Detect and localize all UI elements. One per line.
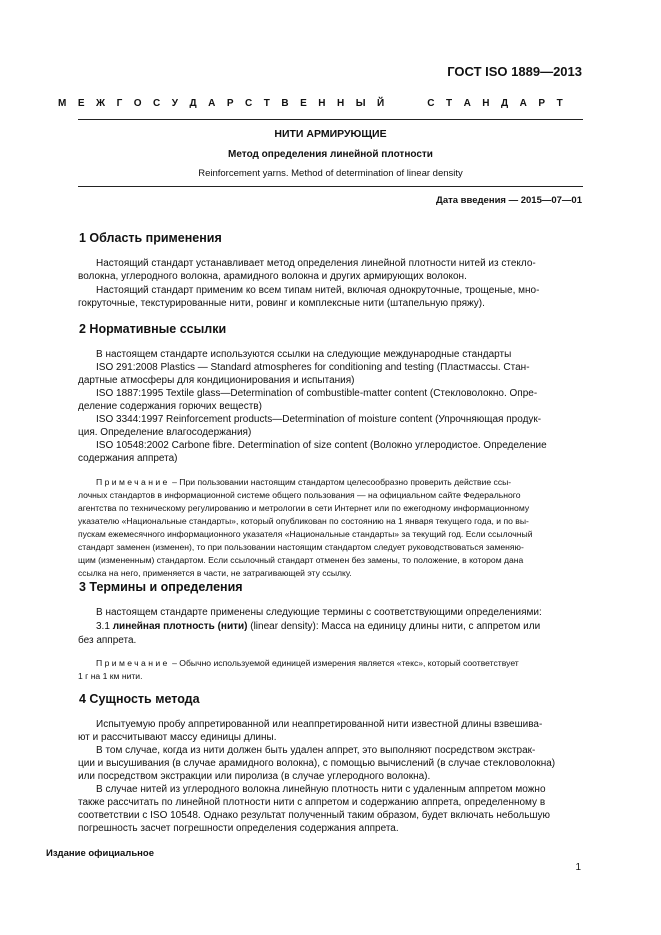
text-line: деление содержания горючих веществ) [78, 401, 262, 412]
text-line: ISO 10548:2002 Carbone fibre. Determination of size content (Волокно углеродистое. Определение [96, 440, 547, 451]
text-line: В случае нитей из углеродного волокна линейную плотность нити с удаленным аппретом можно [96, 784, 546, 795]
text-line: В том случае, когда из нити должен быть удален аппрет, это выполняют посредством экстрак- [96, 745, 536, 756]
term-definition-line [96, 620, 583, 634]
text-line: ISO 3344:1997 Reinforcement products—Determination of moisture content (Упрочняющая продук- [96, 414, 542, 425]
section-3-heading: 3 Термины и определения [79, 580, 243, 594]
section-1-heading: 1 Область применения [79, 231, 222, 245]
note-line: ссылка на него, применяется в части, не затрагивающей эту ссылку. [78, 568, 352, 578]
note-line: указателю «Национальные стандарты», который опубликован по состоянию на 1 января текущего года, и по вы- [78, 516, 529, 526]
text-line: В настоящем стандарте используются ссылки на следующие международные стандарты [96, 349, 512, 360]
banner-letter: Н [337, 98, 345, 109]
text-line: без аппрета. [78, 635, 137, 646]
text-line: ISO 1887:1995 Textile glass—Determination of combustible-matter content (Стекловолокно. Опре- [96, 388, 538, 399]
banner-letter: С [245, 98, 253, 109]
divider [78, 186, 583, 187]
text-line: Испытуемую пробу аппретированной или неаппретированной нити известной длины взвешива- [96, 719, 543, 730]
text-line: соответствии с ISO 10548. Однако результат полученный таким образом, будет включать небольшую [78, 810, 550, 821]
banner-letter: Е [300, 98, 307, 109]
banner-gap [396, 98, 416, 109]
text-line: также рассчитать по линейной плотности нити с аппретом и содержанию аппрета, определенному в [78, 797, 546, 808]
note-line: щим (измененным) стандартом. Если ссылочный стандарт отменен без замены, то положение, в котором дана [78, 555, 524, 565]
official-edition-label: Издание официальное [46, 848, 154, 859]
banner-letter: А [519, 98, 527, 109]
text-line: волокна, углеродного волокна, арамидного волокна и других армирующих волокон. [78, 271, 467, 282]
banner-letter: Н [482, 98, 490, 109]
note-line: пускам ежемесячного информационного указателя «Национальные стандарты» за текущий год. Если ссылочный [78, 529, 533, 539]
text-line: гокруточные, текстурированные нити, ровинг и комплексные нити (штапельную пряжу). [78, 298, 485, 309]
banner-letter: А [208, 98, 216, 109]
banner-letter: Е [77, 98, 85, 109]
document-subtitle: Метод определения линейной плотности [228, 149, 433, 160]
banner-letter: Р [226, 98, 234, 109]
text-line: В настоящем стандарте применены следующие термины с соответствующими определениями: [96, 607, 542, 618]
term-number: 3.1 [96, 621, 113, 632]
introduction-date: Дата введения — 2015—07—01 [436, 195, 582, 206]
banner-letter: Ы [355, 98, 366, 109]
note-line: 1 г на 1 км нити. [78, 671, 143, 681]
banner-letter: Т [556, 98, 563, 109]
banner-letter: Й [377, 98, 385, 109]
section-2-heading: 2 Нормативные ссылки [79, 322, 227, 336]
banner-letter: Ж [96, 98, 106, 109]
note-text: – Обычно используемой единицей измерения является «текс», который соответствует [169, 658, 519, 668]
text-line [96, 257, 583, 271]
banner-letter: А [463, 98, 471, 109]
text-line: дартные атмосферы для кондиционирования и испытания) [78, 375, 355, 386]
note-line [96, 657, 583, 670]
note-label: Примечание [96, 658, 170, 668]
banner-letter: С [427, 98, 435, 109]
interstate-standard-banner [58, 98, 563, 109]
page-number: 1 [575, 862, 581, 873]
banner-letter: В [281, 98, 289, 109]
text-line: ции и высушивания (в случае арамидного волокна), с помощью вычислений (в случае стекловолокна) [78, 758, 556, 769]
banner-letter: Н [318, 98, 326, 109]
note-label: Примечание [96, 477, 170, 487]
section-4-heading: 4 Сущность метода [79, 692, 200, 706]
banner-letter: Т [445, 98, 453, 109]
text-line: содержания аппрета) [78, 453, 178, 464]
banner-letter: С [153, 98, 161, 109]
text: Настоящий стандарт устанавливает метод определения линейной плотности нитей из стекло- [96, 258, 536, 269]
banner-letter: М [58, 98, 67, 109]
text-line: ISO 291:2008 Plastics — Standard atmospheres for conditioning and testing (Пластмассы. Стан- [96, 362, 530, 373]
note-line: лочных стандартов в информационной системе общего пользования — на официальном сайте Федерального [78, 490, 521, 500]
term-text: (linear density): Масса на единицу длины нити, с аппретом или [247, 621, 541, 632]
banner-letter: Д [189, 98, 197, 109]
banner-letter: Г [116, 98, 123, 109]
banner-letter: Р [538, 98, 546, 109]
text-line: погрешность засчет погрешности определения содержания аппрета. [78, 823, 399, 834]
banner-letter: Т [263, 98, 270, 109]
note-text: – При пользовании настоящим стандартом целесообразно проверить действие ссы- [169, 477, 512, 487]
note-line: стандарт заменен (изменен), то при пользовании настоящим стандартом следует руководствоваться заменяю- [78, 542, 524, 552]
english-title: Reinforcement yarns. Method of determination of linear density [198, 168, 463, 179]
text-line: или посредством экстракции или пиролиза (в случае углеродного волокна). [78, 771, 431, 782]
term-name: линейная плотность (нити) [112, 621, 248, 632]
text-line: Настоящий стандарт применим ко всем типам нитей, включая однокруточные, трощеные, мно- [96, 285, 540, 296]
note-line [96, 476, 583, 489]
note-line: агентства по техническому регулированию и метрологии в сети Интернет или по ежегодному информационному [78, 503, 530, 513]
banner-letter: Д [501, 98, 509, 109]
divider [78, 119, 583, 120]
document-title: НИТИ АРМИРУЮЩИЕ [274, 128, 387, 140]
banner-letter: О [133, 98, 142, 109]
text-line: ют и рассчитывают массу единицы длины. [78, 732, 277, 743]
banner-letter: У [171, 98, 178, 109]
standard-number: ГОСТ ISO 1889—2013 [447, 64, 582, 79]
text-line: ция. Определение влагосодержания) [78, 427, 252, 438]
